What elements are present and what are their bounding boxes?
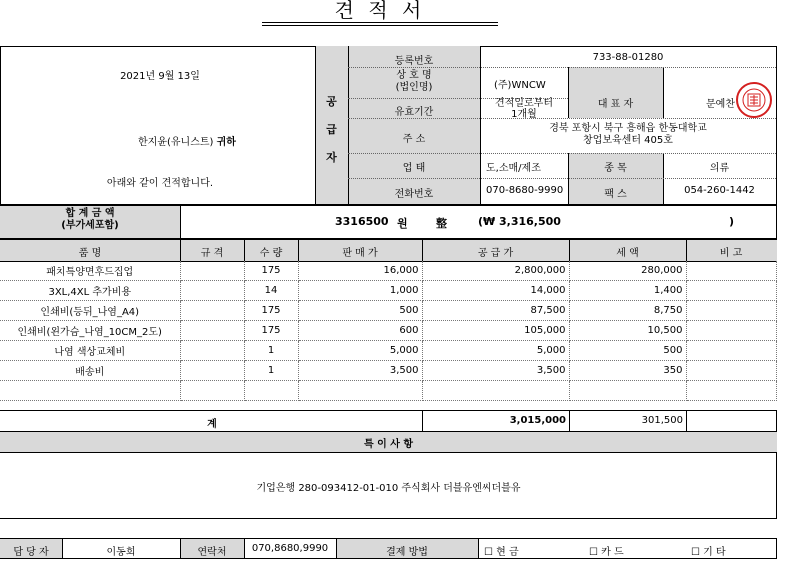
- item-qty: 1: [244, 361, 298, 381]
- grid-line: [776, 538, 777, 558]
- validity-value: [480, 98, 568, 120]
- item-name: 배송비: [0, 361, 180, 381]
- item-supply: 3,500: [422, 361, 569, 381]
- item-spec: [180, 301, 244, 321]
- manager-value: 이동희: [106, 547, 136, 558]
- item-label: 종 목: [604, 163, 627, 174]
- grid-line: [568, 67, 569, 118]
- company-label-line: 상 호 명: [396, 70, 432, 81]
- item-spec: [180, 381, 244, 401]
- table-row: [0, 361, 776, 381]
- total-label-line: (부가세포함): [61, 220, 119, 231]
- payment-option-card[interactable]: [589, 543, 624, 558]
- rep-label: 대 표 자: [597, 99, 634, 110]
- table-row: [0, 321, 776, 341]
- item-name: 패치특양면후드집업: [0, 261, 180, 281]
- supplier-char: 급: [326, 123, 337, 136]
- item-tax: 350: [569, 361, 686, 381]
- item-supply: 14,000: [422, 281, 569, 301]
- grid-line: [348, 67, 776, 68]
- supplier-char: 자: [326, 151, 337, 164]
- grid-line: [244, 240, 245, 261]
- items-table: [0, 261, 777, 401]
- address-label: 주 소: [402, 134, 426, 145]
- subtotal-supply: 3,015,000: [509, 415, 566, 426]
- document-title: 견 적 서: [334, 0, 426, 22]
- company-value: (주)WNCW: [494, 80, 546, 91]
- item-supply: 5,000: [422, 341, 569, 361]
- subtotal-tax: 301,500: [641, 415, 683, 426]
- item-price: 500: [298, 301, 422, 321]
- item-spec: [180, 261, 244, 281]
- total-close: ): [729, 215, 735, 228]
- grid-line: [0, 558, 777, 559]
- option-label: 카 드: [601, 547, 624, 558]
- item-price: 600: [298, 321, 422, 341]
- checkbox-icon[interactable]: ☐: [484, 547, 493, 558]
- address-line: 창업보육센터 405호: [583, 135, 673, 146]
- payment-option-cash[interactable]: [484, 543, 519, 558]
- column-header: 규 격: [200, 248, 224, 259]
- grid-line: [422, 410, 423, 431]
- company-label: [348, 70, 480, 94]
- checkbox-icon[interactable]: ☐: [691, 547, 700, 558]
- contact-label: 연락처: [197, 547, 227, 558]
- grid-line: [686, 410, 687, 431]
- payment-label: 결제 방법: [386, 547, 428, 558]
- item-value: 의류: [709, 163, 730, 174]
- reg-value: 733-88-01280: [592, 52, 664, 63]
- subtotal-label: 계: [207, 419, 217, 430]
- item-qty: 175: [244, 301, 298, 321]
- grid-line: [180, 538, 181, 558]
- item-name: 인쇄비(등뒤_나염_A4): [0, 301, 180, 321]
- business-label: 업 태: [402, 163, 426, 174]
- item-supply: [422, 381, 569, 401]
- item-price: 3,500: [298, 361, 422, 381]
- grid-line: [422, 240, 423, 261]
- total-unit: 원: [397, 217, 408, 230]
- item-note: [686, 381, 776, 401]
- date-text: 2021년 9월 13일: [120, 71, 200, 82]
- title-underline: [262, 22, 498, 23]
- address-line: 경북 포항시 북구 흥해읍 한동대학교: [549, 123, 707, 134]
- item-note: [686, 261, 776, 281]
- item-spec: [180, 341, 244, 361]
- rep-value: 문예찬: [706, 99, 735, 110]
- column-header: 판 매 가: [342, 248, 378, 259]
- item-note: [686, 281, 776, 301]
- recipient-name: 한지윤(유니스트): [138, 137, 214, 148]
- column-header: 수 량: [259, 248, 283, 259]
- item-name: 나염 색상교체비: [0, 341, 180, 361]
- reg-label: 등록번호: [394, 56, 434, 67]
- total-amount: 3316500: [335, 215, 389, 228]
- grid-line: [348, 178, 776, 179]
- item-supply: 105,000: [422, 321, 569, 341]
- validity-label: 유효기간: [394, 107, 434, 118]
- column-header: 공 급 가: [477, 248, 514, 259]
- item-spec: [180, 281, 244, 301]
- table-row: [0, 301, 776, 321]
- item-qty: [244, 381, 298, 401]
- table-row: [0, 281, 776, 301]
- business-value: 도,소매/제조: [486, 163, 541, 174]
- grid-line: [663, 67, 664, 118]
- grid-line: [244, 538, 245, 558]
- grid-line: [180, 240, 181, 261]
- special-text: 기업은행 280-093412-01-010 주식회사 더블유엔씨더블유: [256, 483, 521, 494]
- item-note: [686, 361, 776, 381]
- column-header: 세 액: [616, 248, 639, 259]
- grid-line: [298, 240, 299, 261]
- recipient-honorific: 귀하: [216, 137, 236, 148]
- contact-value: 070,8680,9990: [251, 543, 329, 554]
- item-note: [686, 321, 776, 341]
- grid-line: [336, 538, 337, 558]
- table-row: [0, 261, 776, 281]
- item-tax: [569, 381, 686, 401]
- grid-line: [569, 240, 570, 261]
- table-row: [0, 381, 776, 401]
- item-supply: 87,500: [422, 301, 569, 321]
- grid-line: [686, 240, 687, 261]
- item-name: 인쇄비(왼가슴_나염_10CM_2도): [0, 321, 180, 341]
- total-hwan: 整: [436, 217, 447, 230]
- column-header: 품 명: [78, 248, 102, 259]
- item-supply: 2,800,000: [422, 261, 569, 281]
- total-label: [0, 208, 180, 232]
- total-krw: (₩ 3,316,500: [478, 215, 561, 228]
- grid-line: [0, 452, 777, 453]
- grid-line: [569, 410, 570, 431]
- grid-line: [62, 538, 63, 558]
- column-header: 비 고: [719, 248, 743, 259]
- item-tax: 1,400: [569, 281, 686, 301]
- phone-label: 전화번호: [394, 189, 434, 200]
- validity-line: 1개월: [511, 109, 537, 120]
- grid-line: [348, 153, 776, 154]
- company-seal-icon: [734, 80, 774, 120]
- item-tax: 10,500: [569, 321, 686, 341]
- grid-line: [0, 518, 777, 519]
- grid-line: [776, 206, 777, 238]
- item-tax: 500: [569, 341, 686, 361]
- item-spec: [180, 361, 244, 381]
- grid-line: [776, 410, 777, 431]
- option-label: 현 금: [496, 547, 519, 558]
- grid-line: [478, 538, 479, 558]
- item-note: [686, 341, 776, 361]
- item-qty: 175: [244, 321, 298, 341]
- manager-label: 담 당 자: [13, 547, 49, 558]
- grid-line: [0, 431, 777, 432]
- validity-line: 견적일로부터: [495, 98, 553, 109]
- grid-line: [0, 410, 777, 411]
- fax-value: 054-260-1442: [684, 185, 755, 196]
- item-name: [0, 381, 180, 401]
- item-price: 5,000: [298, 341, 422, 361]
- phone-value: 070-8680-9990: [486, 185, 564, 196]
- checkbox-icon[interactable]: ☐: [589, 547, 598, 558]
- special-label: 특 이 사 항: [363, 439, 414, 450]
- address-value: [480, 123, 776, 147]
- item-qty: 1: [244, 341, 298, 361]
- supplier-vertical-label: [315, 94, 348, 165]
- rep-label-bg: [568, 67, 663, 118]
- title-underline-2: [262, 25, 498, 26]
- item-price: [298, 381, 422, 401]
- item-tax: 280,000: [569, 261, 686, 281]
- item-note: [686, 301, 776, 321]
- item-price: 16,000: [298, 261, 422, 281]
- item-spec: [180, 321, 244, 341]
- supplier-char: 공: [326, 95, 337, 108]
- grid-line: [180, 206, 181, 238]
- option-label: 기 타: [703, 547, 726, 558]
- item-qty: 14: [244, 281, 298, 301]
- recipient: [138, 133, 236, 148]
- company-label-line: (법인명): [395, 82, 433, 93]
- item-qty: 175: [244, 261, 298, 281]
- item-name: 3XL,4XL 추가비용: [0, 281, 180, 301]
- header-right-border: [776, 46, 777, 204]
- total-label-line: 합 계 금 액: [65, 208, 115, 219]
- item-price: 1,000: [298, 281, 422, 301]
- header-left-border: [0, 46, 1, 204]
- item-tax: 8,750: [569, 301, 686, 321]
- payment-option-other[interactable]: [691, 543, 726, 558]
- fax-label: 팩 스: [604, 189, 627, 200]
- intro-text: 아래와 같이 견적합니다.: [106, 178, 214, 189]
- table-row: [0, 341, 776, 361]
